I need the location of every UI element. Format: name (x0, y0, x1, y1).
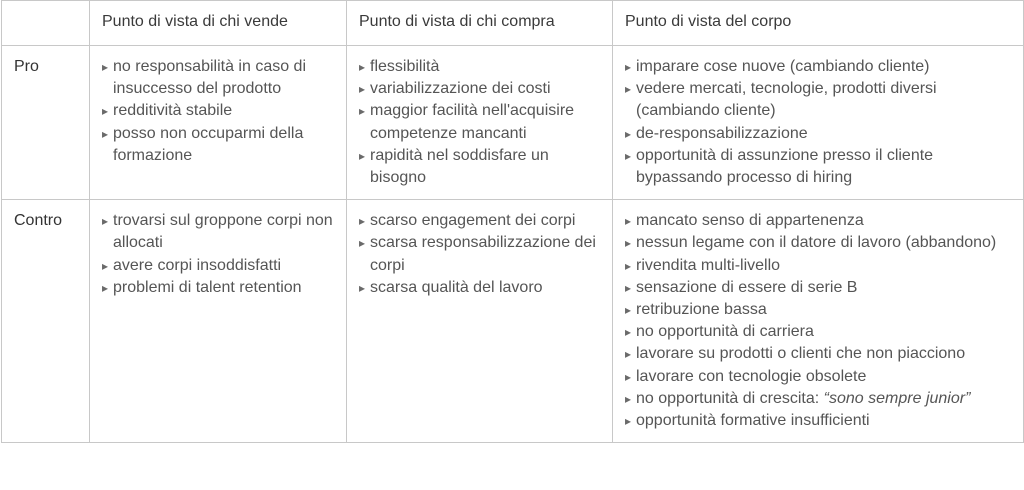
list-item: ▸ no responsabilità in caso di insuccesso del prodotto (102, 56, 336, 100)
list-item: ▸ maggior facilità nell'acquisire competenze mancanti (359, 100, 602, 144)
list-item: ▸ opportunità di assunzione presso il cliente bypassando processo di hiring (625, 145, 1013, 189)
list-item: ▸ retribuzione bassa (625, 299, 1013, 321)
bullet-list (359, 56, 602, 189)
pro-contro-table (1, 0, 1024, 443)
list-item: ▸ opportunità formative insufficienti (625, 410, 1013, 432)
list-item (625, 388, 1013, 410)
list-item: ▸ trovarsi sul groppone corpi non allocati (102, 210, 336, 254)
list-item: ▸ avere corpi insoddisfatti (102, 255, 336, 277)
quote-text: “sono sempre junior” (823, 389, 971, 407)
row-contro (2, 200, 1024, 443)
list-item: ▸ scarsa qualità del lavoro (359, 277, 602, 299)
list-item: ▸ no opportunità di carriera (625, 321, 1013, 343)
header-chi-compra: Punto di vista di chi compra (347, 1, 613, 46)
cell-pro-compra (347, 46, 613, 200)
list-item: ▸ vedere mercati, tecnologie, prodotti diversi (cambiando cliente) (625, 78, 1013, 122)
list-item: ▸ lavorare con tecnologie obsolete (625, 366, 1013, 388)
corner-cell (2, 1, 90, 46)
list-item: ▸ scarso engagement dei corpi (359, 210, 602, 232)
list-item: ▸ lavorare su prodotti o clienti che non piacciono (625, 343, 1013, 365)
row-label-contro: Contro (2, 200, 90, 443)
cell-contro-vende (90, 200, 347, 443)
list-item: ▸ imparare cose nuove (cambiando cliente) (625, 56, 1013, 78)
cell-pro-corpo (613, 46, 1024, 200)
list-item: ▸ problemi di talent retention (102, 277, 336, 299)
header-chi-vende: Punto di vista di chi vende (90, 1, 347, 46)
row-pro (2, 46, 1024, 200)
list-item: ▸ nessun legame con il datore di lavoro (abbandono) (625, 232, 1013, 254)
list-item: ▸ flessibilità (359, 56, 602, 78)
bullet-list (625, 210, 1013, 432)
row-label-pro: Pro (2, 46, 90, 200)
bullet-list (359, 210, 602, 299)
header-corpo: Punto di vista del corpo (613, 1, 1024, 46)
list-item: ▸ variabilizzazione dei costi (359, 78, 602, 100)
list-item: ▸ de-responsabilizzazione (625, 123, 1013, 145)
list-item: ▸ scarsa responsabilizzazione dei corpi (359, 232, 602, 276)
header-row (2, 1, 1024, 46)
cell-pro-vende (90, 46, 347, 200)
bullet-list (102, 210, 336, 299)
bullet-list (102, 56, 336, 167)
list-item: ▸ mancato senso di appartenenza (625, 210, 1013, 232)
bullet-list (625, 56, 1013, 189)
cell-contro-compra (347, 200, 613, 443)
list-item: ▸ redditività stabile (102, 100, 336, 122)
list-item-text: no opportunità di crescita: (636, 389, 824, 407)
list-item: ▸ rapidità nel soddisfare un bisogno (359, 145, 602, 189)
list-item: ▸ posso non occuparmi della formazione (102, 123, 336, 167)
list-item: ▸ sensazione di essere di serie B (625, 277, 1013, 299)
cell-contro-corpo (613, 200, 1024, 443)
list-item: ▸ rivendita multi-livello (625, 255, 1013, 277)
